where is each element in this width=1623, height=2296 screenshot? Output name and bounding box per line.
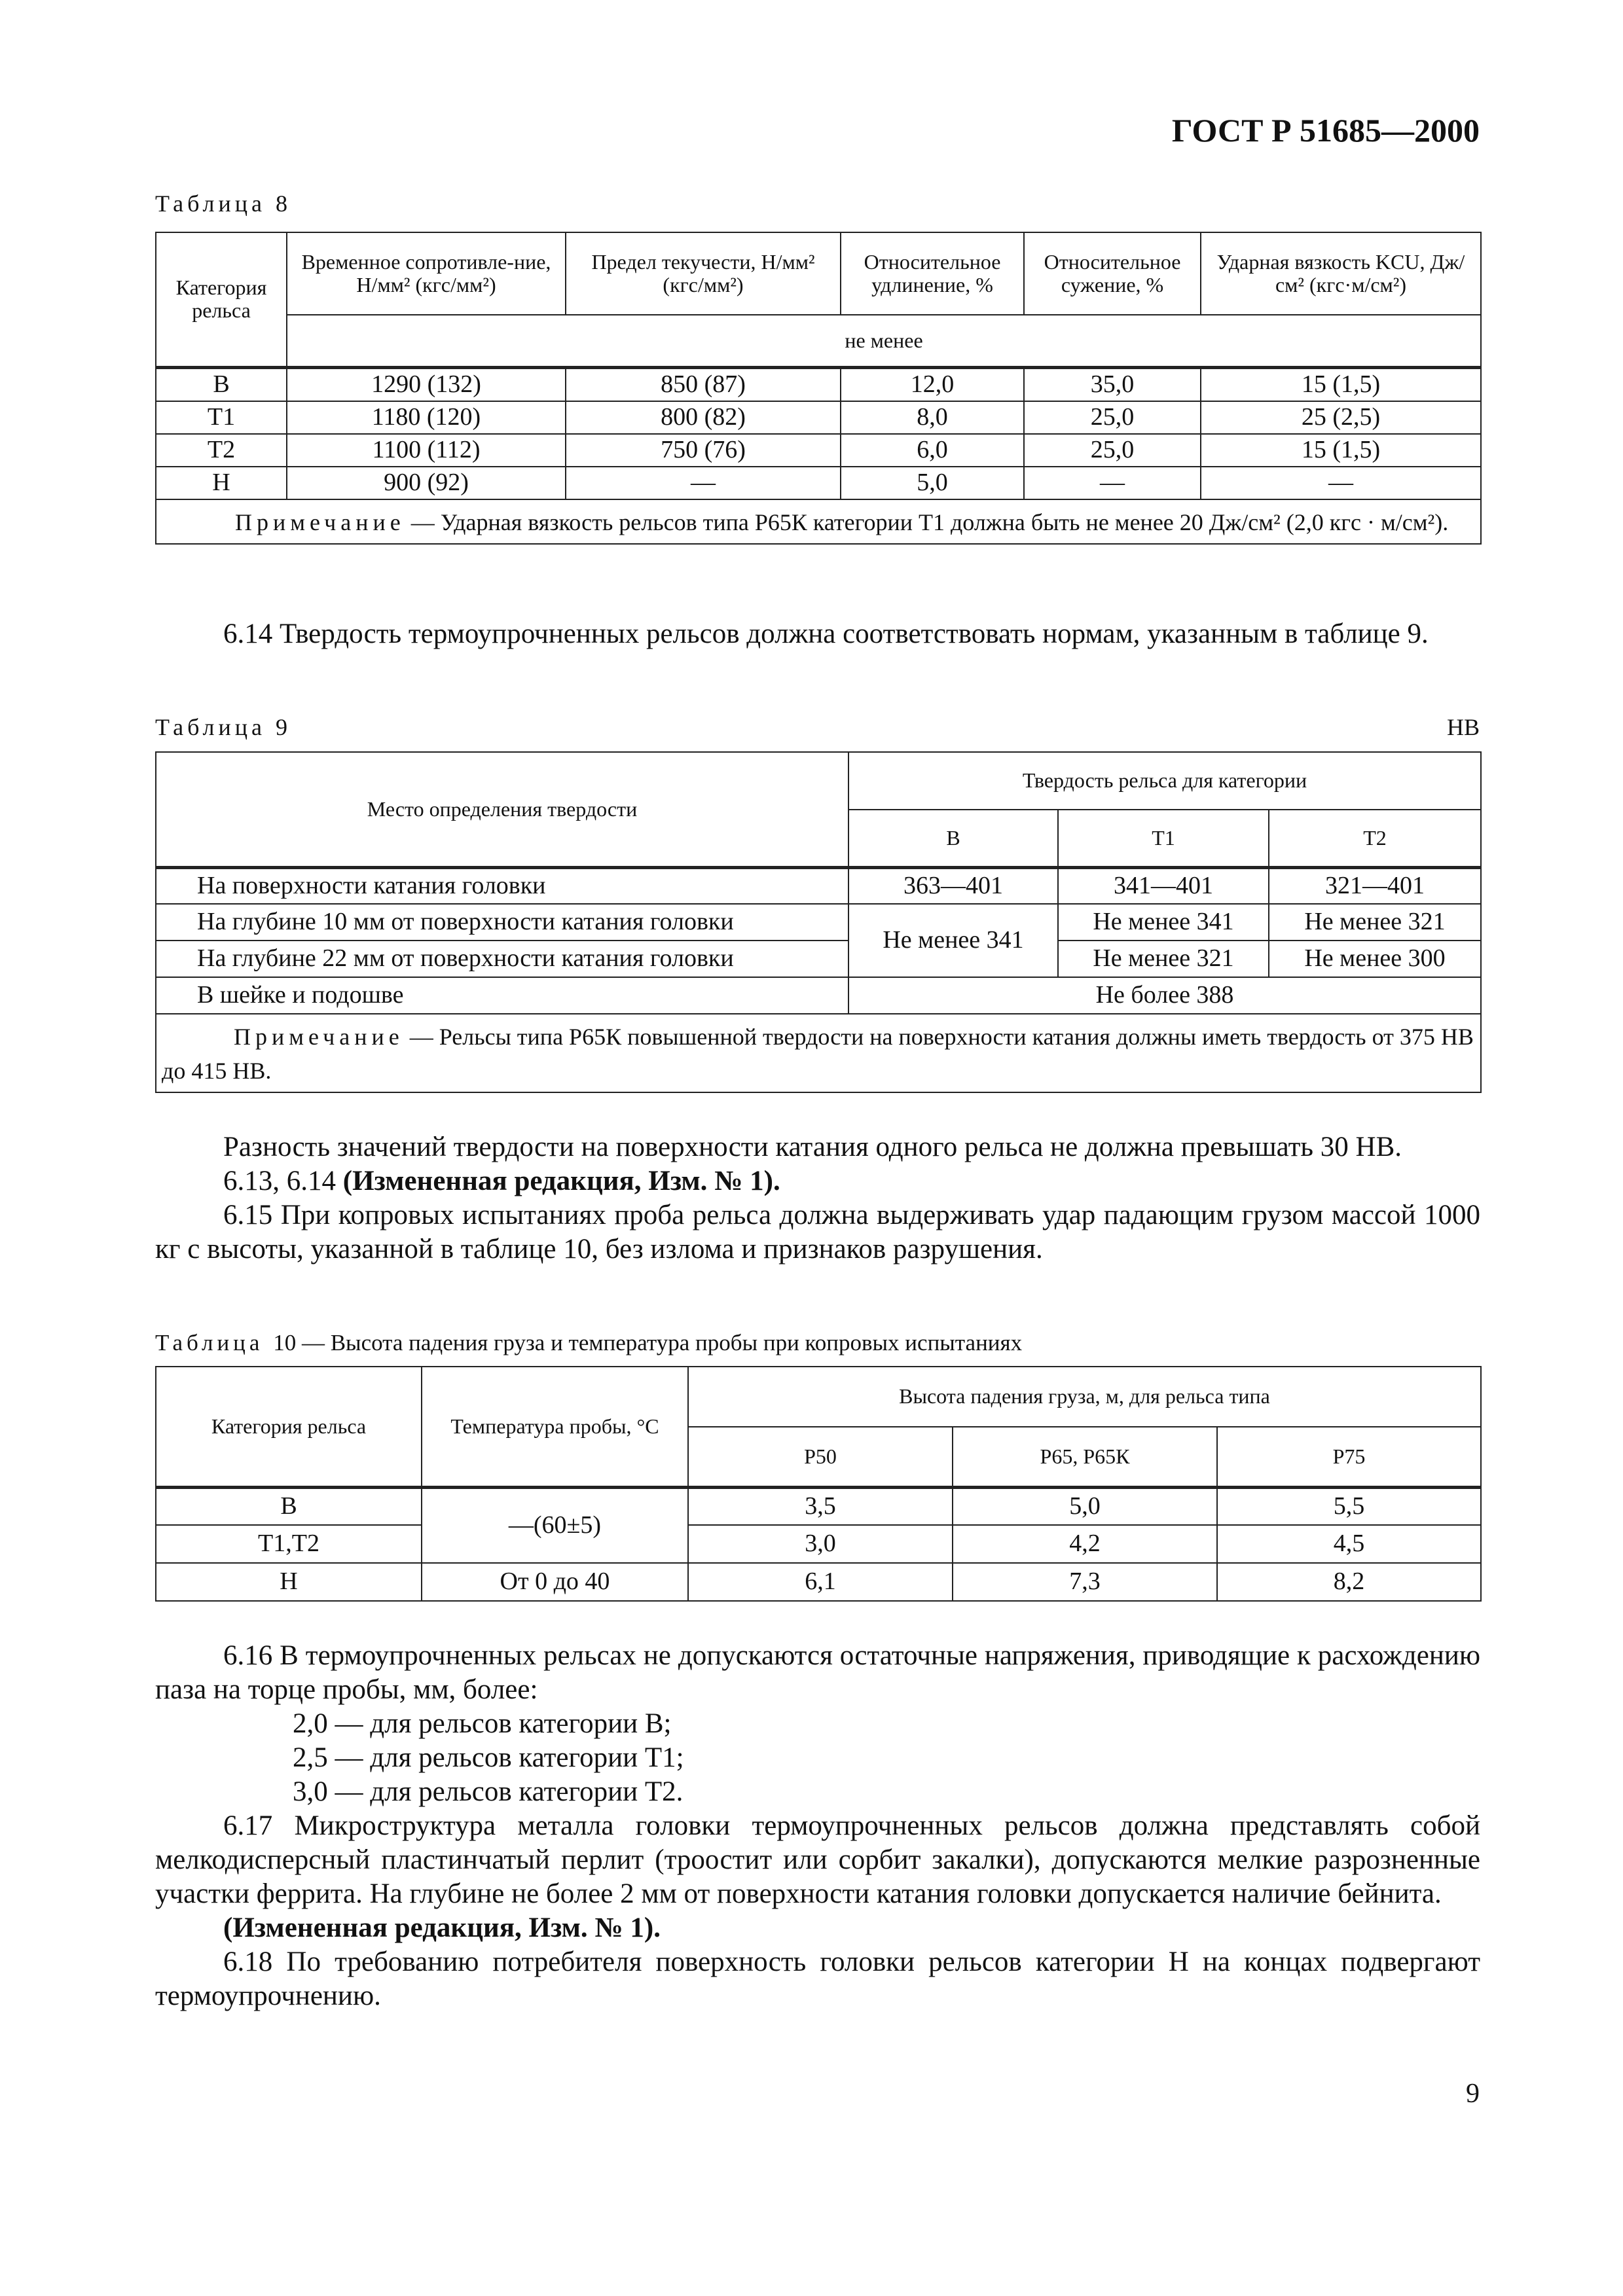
table9-cell: Не более 388 [848, 977, 1481, 1014]
table10-header-p75: Р75 [1217, 1427, 1481, 1487]
table9-header-b: В [848, 810, 1058, 867]
paragraph-text: 6.14 Твердость термоупрочненных рельсов должна соответствовать нормам, указанным в таблице 9. [223, 619, 1429, 649]
table10-caption [155, 1330, 1022, 1356]
table9-cell: На глубине 22 мм от поверхности катания головки [156, 941, 848, 977]
table9-cell: 321—401 [1269, 867, 1481, 904]
table10-cell: Н [156, 1563, 422, 1601]
table9-header-place: Место определения твердости [156, 752, 848, 867]
table-row [156, 904, 1481, 941]
table9-cell: В шейке и подошве [156, 977, 848, 1014]
paragraph-6-14 [155, 617, 1480, 651]
table10-cell: —(60±5) [422, 1487, 688, 1563]
table10-cell: В [156, 1487, 422, 1525]
table8-cell: 5,0 [841, 467, 1024, 499]
table8-header-category: Категория рельса [156, 232, 287, 367]
table-row [156, 867, 1481, 904]
table-row [156, 1487, 1481, 1525]
table8-cell: 800 (82) [566, 401, 841, 434]
paragraphs-middle [155, 1130, 1480, 1266]
amendment-note: (Измененная редакция, Изм. № 1). [223, 1912, 661, 1943]
paragraph-6-17: 6.17 Микроструктура металла головки термоупрочненных рельсов должна представлять собой мелкодисперсный пластинчатый перлит (троостит или сорбит закалки), допускаются мелкие разрозненные участки феррита. На глубине не более 2 мм от поверхности катания головки допускается наличие бейнита. [155, 1810, 1480, 1909]
table-row [156, 977, 1481, 1014]
table8-header-impact: Ударная вязкость KCU, Дж/см² (кгс·м/см²) [1201, 232, 1481, 315]
list-item: 3,0 — для рельсов категории Т2. [293, 1776, 684, 1807]
table10-header-p50: Р50 [688, 1427, 953, 1487]
paragraphs-end [155, 1639, 1480, 2013]
paragraph-text: 6.13, 6.14 [223, 1166, 343, 1196]
paragraph-6-16: 6.16 В термоупрочненных рельсах не допускаются остаточные напряжения, приводящие к расхождению паза на торце пробы, мм, более: [155, 1640, 1480, 1705]
table8-cell: 25 (2,5) [1201, 401, 1481, 434]
table8-cell: 25,0 [1024, 401, 1201, 434]
table8-cell: 6,0 [841, 434, 1024, 467]
table10-cell: 4,2 [953, 1525, 1217, 1563]
table10-header-category: Категория рельса [156, 1367, 422, 1487]
table9-caption-num: 9 [275, 714, 287, 740]
table-8 [155, 232, 1482, 545]
table8-caption-word: Таблица [155, 190, 266, 217]
table-10 [155, 1366, 1482, 1602]
table8-cell: 1180 (120) [287, 401, 566, 434]
table8-header-elongation: Относительное удлинение, % [841, 232, 1024, 315]
table8-cell: 750 (76) [566, 434, 841, 467]
table8-cell: В [156, 367, 287, 401]
table-row [156, 401, 1481, 434]
table8-cell: 8,0 [841, 401, 1024, 434]
table8-cell: 15 (1,5) [1201, 434, 1481, 467]
table9-note-text: — Рельсы типа Р65К повышенной твердости на поверхности катания должны иметь твердость от 375 НВ до 415 НВ. [162, 1024, 1474, 1085]
table9-caption [155, 713, 287, 741]
table9-unit: НВ [1446, 714, 1480, 740]
table8-cell: Т1 [156, 401, 287, 434]
table10-cell: 3,5 [688, 1487, 953, 1525]
table-row [156, 1563, 1481, 1601]
table8-cell: 1100 (112) [287, 434, 566, 467]
amendment-note: (Измененная редакция, Изм. № 1). [342, 1166, 780, 1196]
table8-cell: — [566, 467, 841, 499]
table10-cell: 8,2 [1217, 1563, 1481, 1601]
table8-cell: 850 (87) [566, 367, 841, 401]
table8-cell: 1290 (132) [287, 367, 566, 401]
table10-cell: 4,5 [1217, 1525, 1481, 1563]
table10-cell: 5,0 [953, 1487, 1217, 1525]
table-row [156, 367, 1481, 401]
table8-note-label: Примечание [235, 509, 405, 535]
document-header: ГОСТ Р 51685—2000 [1171, 112, 1480, 149]
list-item: 2,5 — для рельсов категории Т1; [293, 1742, 684, 1773]
table9-note-label: Примечание [234, 1024, 404, 1050]
table8-note [156, 499, 1481, 544]
table9-cell: На поверхности катания головки [156, 867, 848, 904]
table-row [156, 434, 1481, 467]
table8-cell: 35,0 [1024, 367, 1201, 401]
table9-note [156, 1014, 1481, 1092]
list-item: 2,0 — для рельсов категории В; [293, 1708, 672, 1739]
table10-cell: 5,5 [1217, 1487, 1481, 1525]
paragraph-amendment [155, 1164, 1480, 1198]
table8-cell: — [1024, 467, 1201, 499]
table10-cell: Т1,Т2 [156, 1525, 422, 1563]
table10-caption-rest: 10 — Высота падения груза и температура пробы при копровых испытаниях [273, 1330, 1023, 1355]
table8-cell: — [1201, 467, 1481, 499]
table8-caption [155, 190, 287, 217]
paragraph-text: Разность значений твердости на поверхности катания одного рельса не должна превышать 30 НВ. [223, 1132, 1402, 1162]
table-row [156, 1525, 1481, 1563]
table-row [156, 467, 1481, 499]
table10-header-temp: Температура пробы, °С [422, 1367, 688, 1487]
table8-cell: 25,0 [1024, 434, 1201, 467]
table8-cell: Т2 [156, 434, 287, 467]
table9-cell: Не менее 300 [1269, 941, 1481, 977]
table9-cell: Не менее 341 [848, 904, 1058, 977]
table8-cell: 900 (92) [287, 467, 566, 499]
table8-header-yield: Предел текучести, Н/мм² (кгс/мм²) [566, 232, 841, 315]
table10-header-p65: Р65, Р65К [953, 1427, 1217, 1487]
table10-cell: 6,1 [688, 1563, 953, 1601]
table8-header-reduction: Относительное сужение, % [1024, 232, 1201, 315]
table10-cell: От 0 до 40 [422, 1563, 688, 1601]
table8-header-min: не менее [287, 315, 1481, 367]
table8-note-text: — Ударная вязкость рельсов типа Р65К категории Т1 должна быть не менее 20 Дж/см² (2,0 кгс · м/см²). [405, 509, 1449, 535]
table9-header-t1: Т1 [1058, 810, 1269, 867]
table8-cell: 15 (1,5) [1201, 367, 1481, 401]
table9-cell: Не менее 321 [1058, 941, 1269, 977]
table9-cell: 341—401 [1058, 867, 1269, 904]
paragraph-text: 6.15 При копровых испытаниях проба рельса должна выдерживать удар падающим грузом массой 1000 кг с высоты, указанной в таблице 10, без излома и признаков разрушения. [155, 1200, 1480, 1265]
table9-caption-word: Таблица [155, 714, 266, 740]
table8-header-tensile: Временное сопротивле-ние, Н/мм² (кгс/мм²) [287, 232, 566, 315]
paragraph-6-18: 6.18 По требованию потребителя поверхность головки рельсов категории Н на концах подвергают термоупрочнению. [155, 1946, 1480, 2011]
table10-cell: 3,0 [688, 1525, 953, 1563]
table10-caption-word: Таблица [155, 1330, 264, 1355]
table10-cell: 7,3 [953, 1563, 1217, 1601]
table8-caption-num: 8 [275, 190, 287, 217]
table9-cell: Не менее 341 [1058, 904, 1269, 941]
table9-cell: На глубине 10 мм от поверхности катания головки [156, 904, 848, 941]
table8-cell: 12,0 [841, 367, 1024, 401]
table10-header-height: Высота падения груза, м, для рельса типа [688, 1367, 1481, 1427]
table-9 [155, 751, 1482, 1093]
table8-cell: Н [156, 467, 287, 499]
table9-cell: Не менее 321 [1269, 904, 1481, 941]
table9-header-hardness: Твердость рельса для категории [848, 752, 1481, 810]
table9-header-t2: Т2 [1269, 810, 1481, 867]
page-number: 9 [1466, 2079, 1480, 2109]
table9-cell: 363—401 [848, 867, 1058, 904]
table-row [156, 941, 1481, 977]
